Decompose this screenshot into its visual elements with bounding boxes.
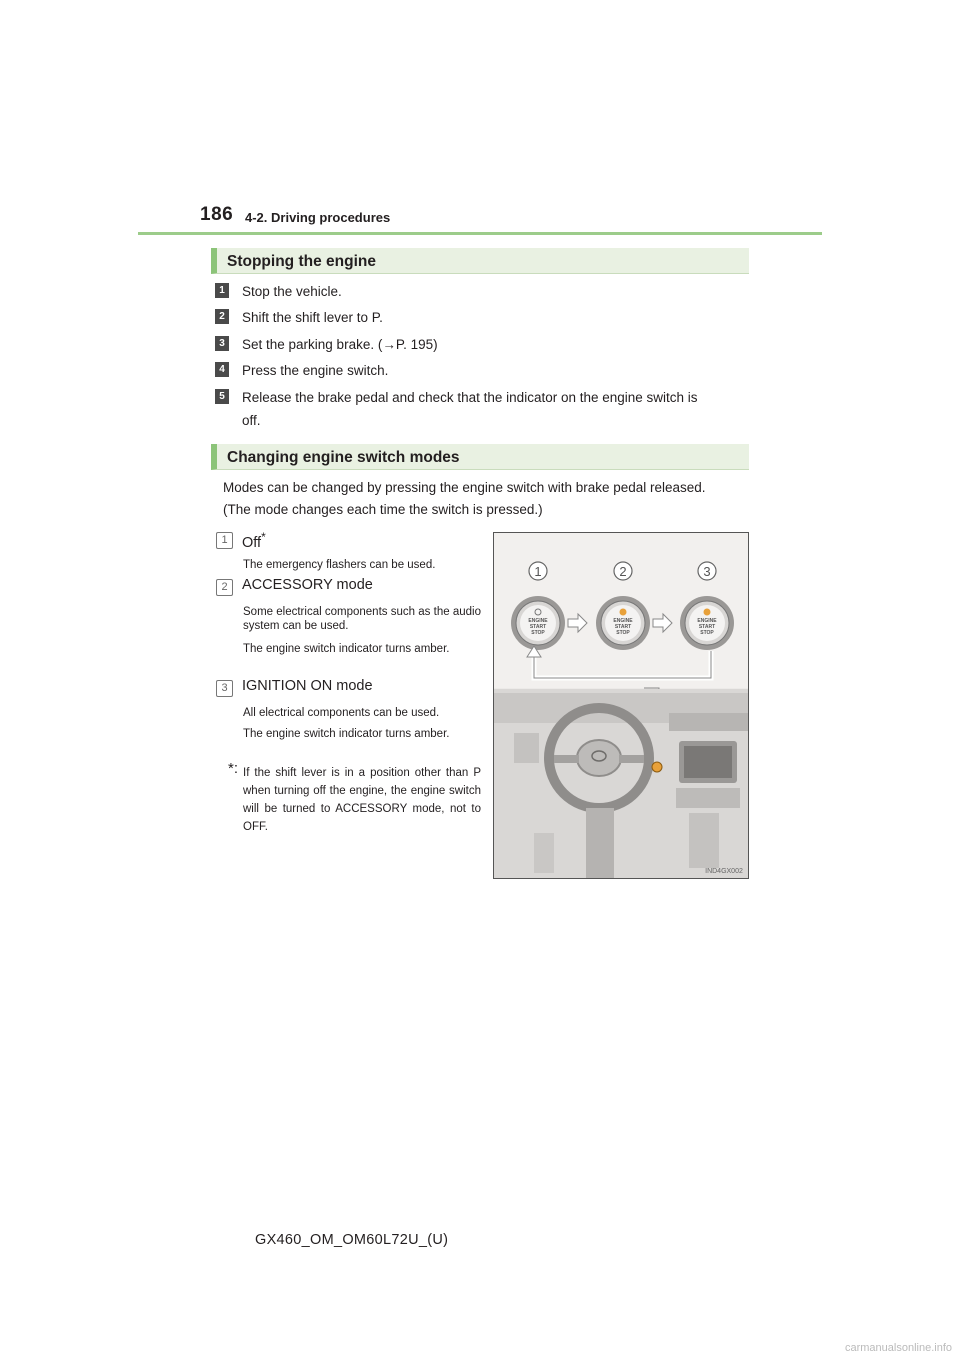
- heading-stopping-engine: [211, 248, 749, 274]
- button-label-stop-3: STOP: [700, 630, 714, 636]
- figure-code: IND4GX002: [705, 868, 743, 875]
- step-text-1: Stop the vehicle.: [242, 284, 342, 299]
- step-badge-5: 5: [215, 389, 229, 404]
- mode-desc-accessory-2: The engine switch indicator turns amber.: [243, 643, 450, 655]
- step-text-2: Shift the shift lever to P.: [242, 310, 383, 325]
- figure-callout-1: 1: [534, 564, 542, 579]
- step-text-3: Set the parking brake. (→P. 195): [242, 337, 438, 352]
- button-label-start-1: START: [529, 624, 547, 630]
- button-label-start-2: START: [614, 624, 632, 630]
- mode-desc-ignition-2: The engine switch indicator turns amber.: [243, 728, 450, 740]
- button-label-engine-1: ENGINE: [528, 618, 548, 624]
- step-badge-3: 3: [215, 336, 229, 351]
- step-text-4: Press the engine switch.: [242, 363, 389, 378]
- step-badge-4: 4: [215, 362, 229, 377]
- mode-desc-ignition-1: All electrical components can be used.: [243, 707, 440, 719]
- figure-callout-2: 2: [619, 564, 627, 579]
- document-code: GX460_OM_OM60L72U_(U): [255, 1232, 449, 1248]
- mode-title-off: [242, 530, 266, 551]
- heading-stopping-engine-text: Stopping the engine: [227, 253, 376, 270]
- step-badge-1: 1: [215, 283, 229, 298]
- button-label-engine-3: ENGINE: [697, 618, 717, 624]
- button-label-stop-2: STOP: [616, 630, 630, 636]
- step-badge-2: 2: [215, 309, 229, 324]
- button-label-start-3: START: [698, 624, 716, 630]
- watermark: carmanualsonline.info: [844, 1342, 952, 1354]
- step-text-5-cont: off.: [242, 413, 261, 428]
- asterisk-mark: *: [261, 530, 266, 544]
- engine-switch-indicator: [652, 762, 662, 772]
- section-title: 4-2. Driving procedures: [245, 210, 391, 225]
- mode-title-accessory: ACCESSORY mode: [242, 577, 373, 593]
- mode-title-off-text: Off: [242, 534, 262, 551]
- figure-callout-3: 3: [703, 564, 711, 579]
- heading-changing-modes-text: Changing engine switch modes: [227, 449, 460, 466]
- page-number: 186: [200, 204, 234, 225]
- button-label-stop-1: STOP: [531, 630, 545, 636]
- footnote-text: If the shift lever is in a position other than P when turning off the engine, the engine switch will be turned to ACCESSORY mode, not to OFF.: [243, 767, 481, 833]
- engine-switch-illustration: [493, 532, 749, 879]
- mode-number-3: 3: [216, 680, 233, 697]
- footnote-mark: *:: [228, 760, 239, 777]
- mode-number-1: 1: [216, 532, 233, 549]
- step-text-5: Release the brake pedal and check that the indicator on the engine switch is: [242, 390, 698, 405]
- modes-intro-line-1: Modes can be changed by pressing the engine switch with brake pedal released.: [223, 480, 706, 495]
- mode-desc-accessory-1: Some electrical components such as the audio system can be used.: [243, 606, 481, 632]
- button-label-engine-2: ENGINE: [613, 618, 633, 624]
- mode-number-2: 2: [216, 579, 233, 596]
- modes-intro-line-2: (The mode changes each time the switch is pressed.): [223, 502, 543, 517]
- mode-desc-off: The emergency flashers can be used.: [243, 559, 436, 571]
- mode-title-ignition: IGNITION ON mode: [242, 678, 373, 694]
- header-rule: [138, 232, 822, 235]
- heading-changing-modes: [211, 444, 749, 470]
